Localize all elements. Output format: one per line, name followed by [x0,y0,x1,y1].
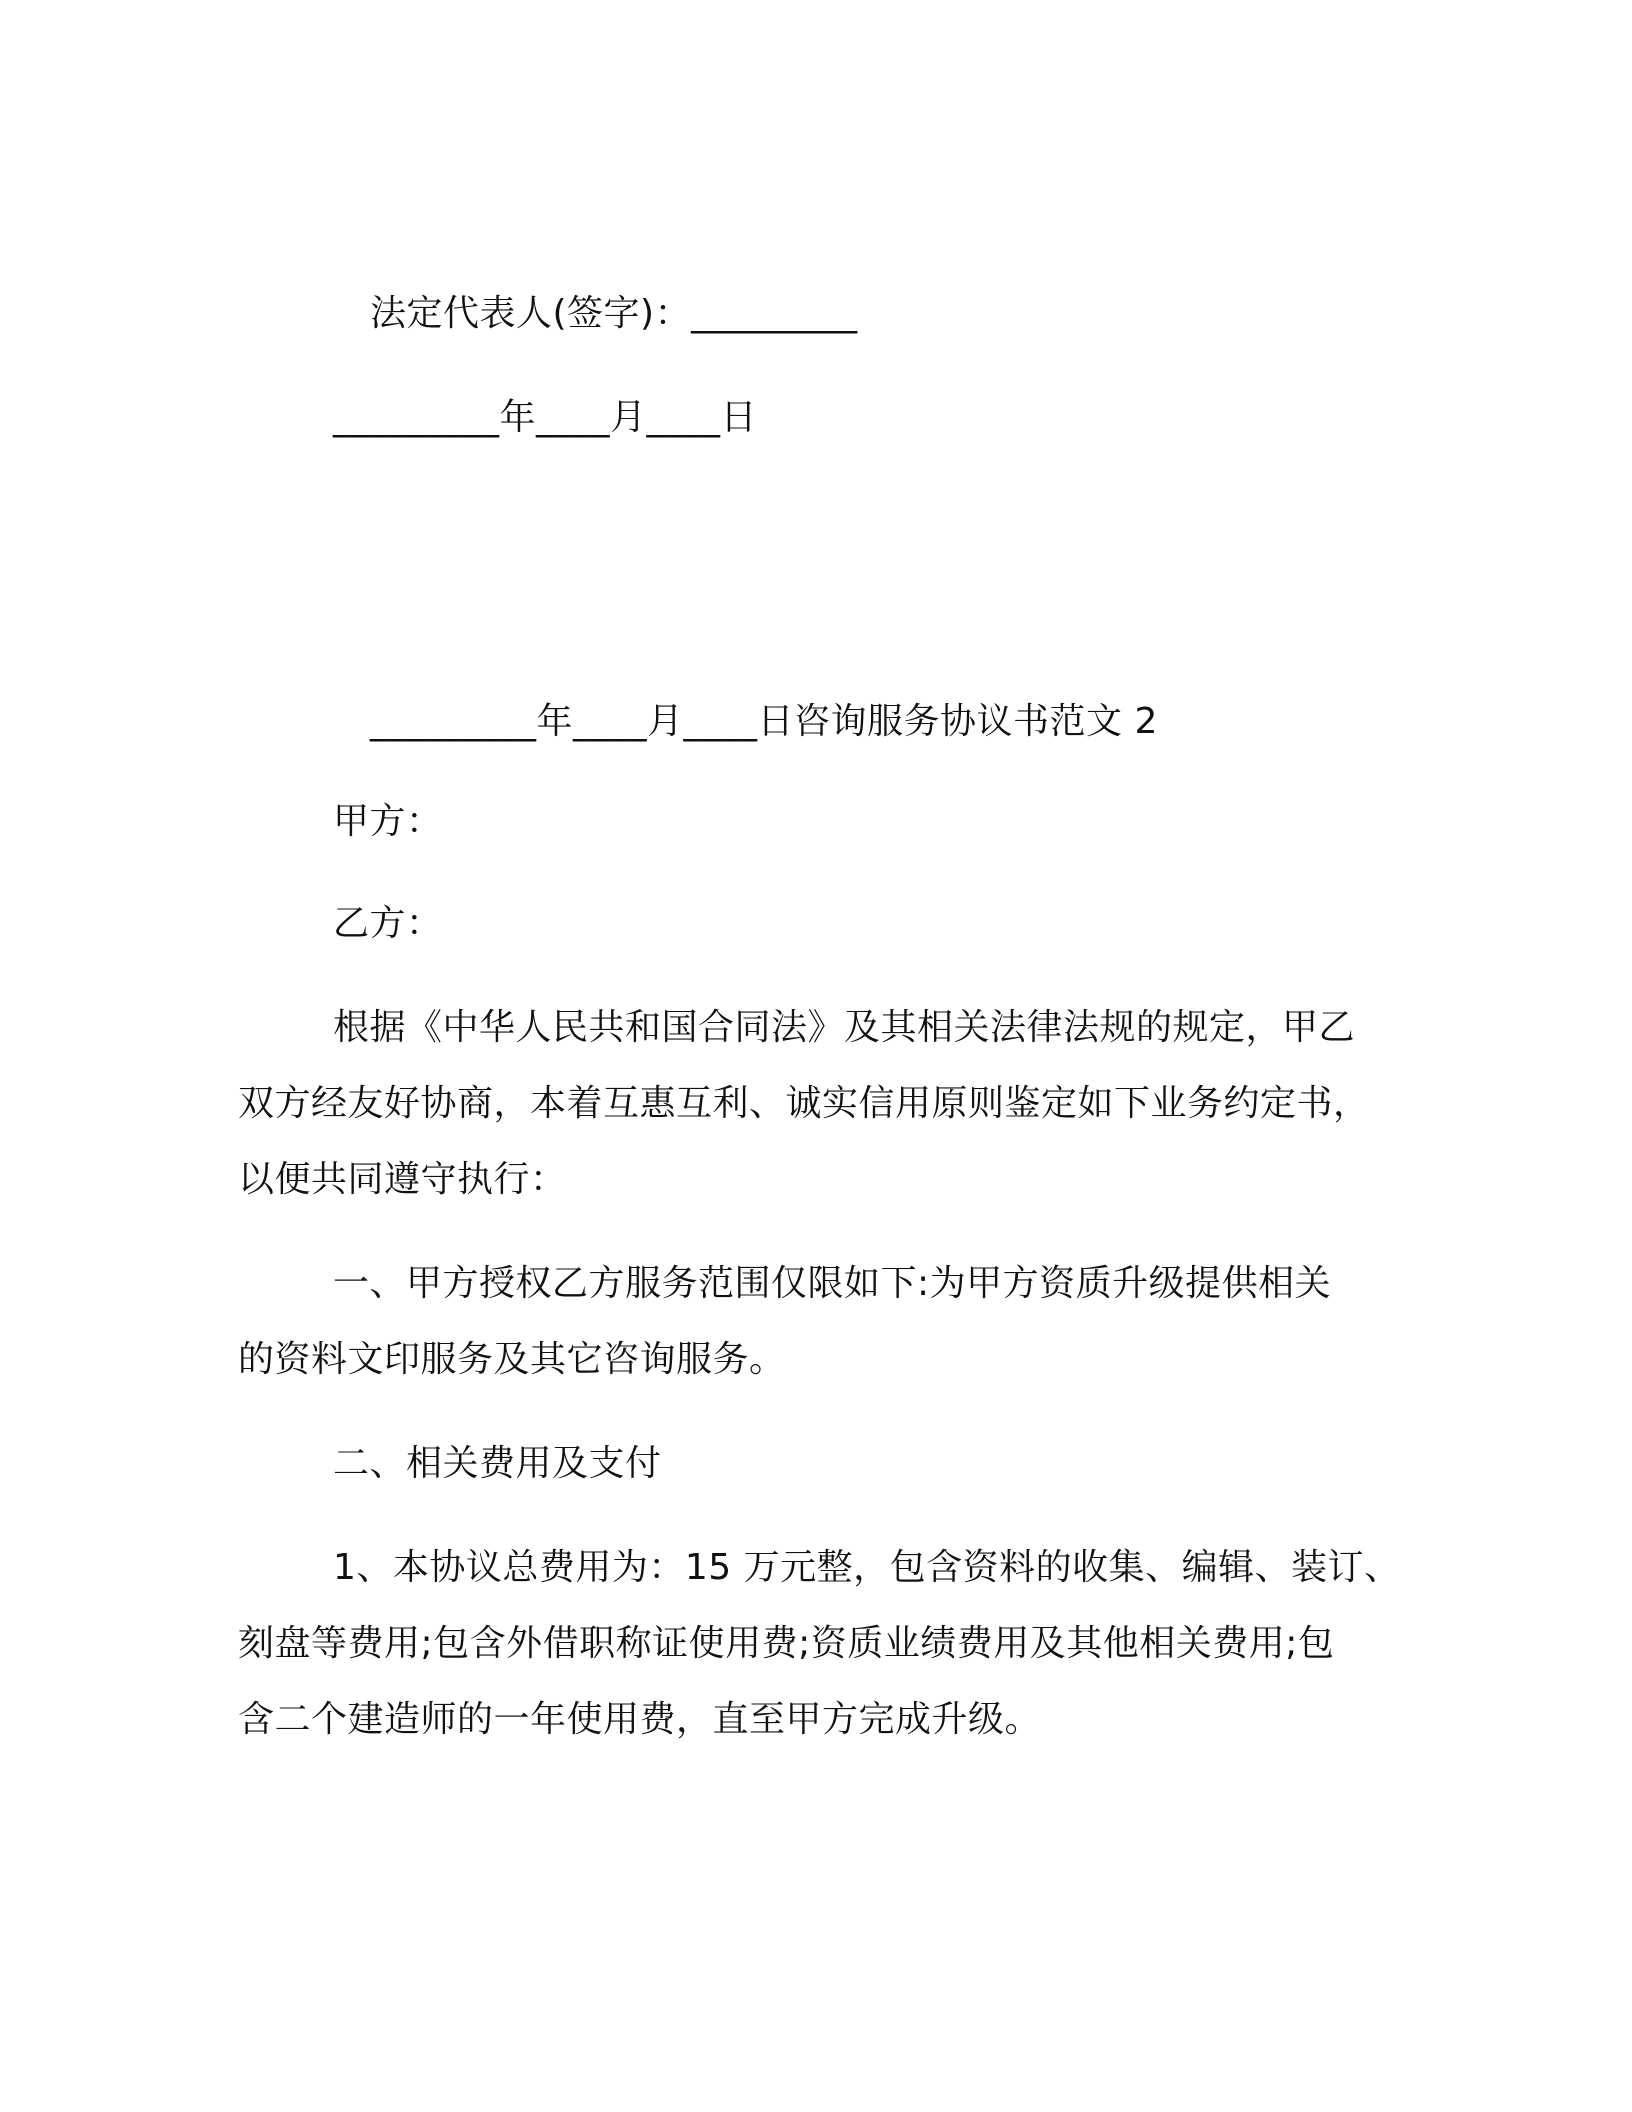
preamble-line-3: 以便共同遵守执行： [238,1159,567,1200]
section-2-item-1-line-3: 含二个建造师的一年使用费，直至甲方完成升级。 [238,1699,1042,1740]
section-2-heading: 二、相关费用及支付 [333,1443,662,1484]
party-a-label: 甲方： [333,801,443,842]
party-b-label: 乙方： [333,903,443,944]
preamble-line-1: 根据《中华人民共和国合同法》及其相关法律法规的规定，甲乙 [333,1007,1356,1048]
section-1-line-2: 的资料文印服务及其它咨询服务。 [238,1339,786,1380]
section-2-item-1-line-1: 1、本协议总费用为：15 万元整，包含资料的收集、编辑、装订、 [333,1547,1401,1588]
preamble-line-2: 双方经友好协商，本着互惠互利、诚实信用原则鉴定如下业务约定书， [238,1083,1370,1124]
legal-representative-signature-line: 法定代表人(签字)：_________ [370,293,858,334]
section-1-line-1: 一、甲方授权乙方服务范围仅限如下:为甲方资质升级提供相关 [333,1263,1332,1304]
section-2-item-1-line-2: 刻盘等费用;包含外借职称证使用费;资质业绩费用及其他相关费用;包 [238,1623,1335,1664]
agreement-title: _________年____月____日咨询服务协议书范文 2 [370,701,1158,742]
signature-date-line: _________年____月____日 [333,397,757,438]
